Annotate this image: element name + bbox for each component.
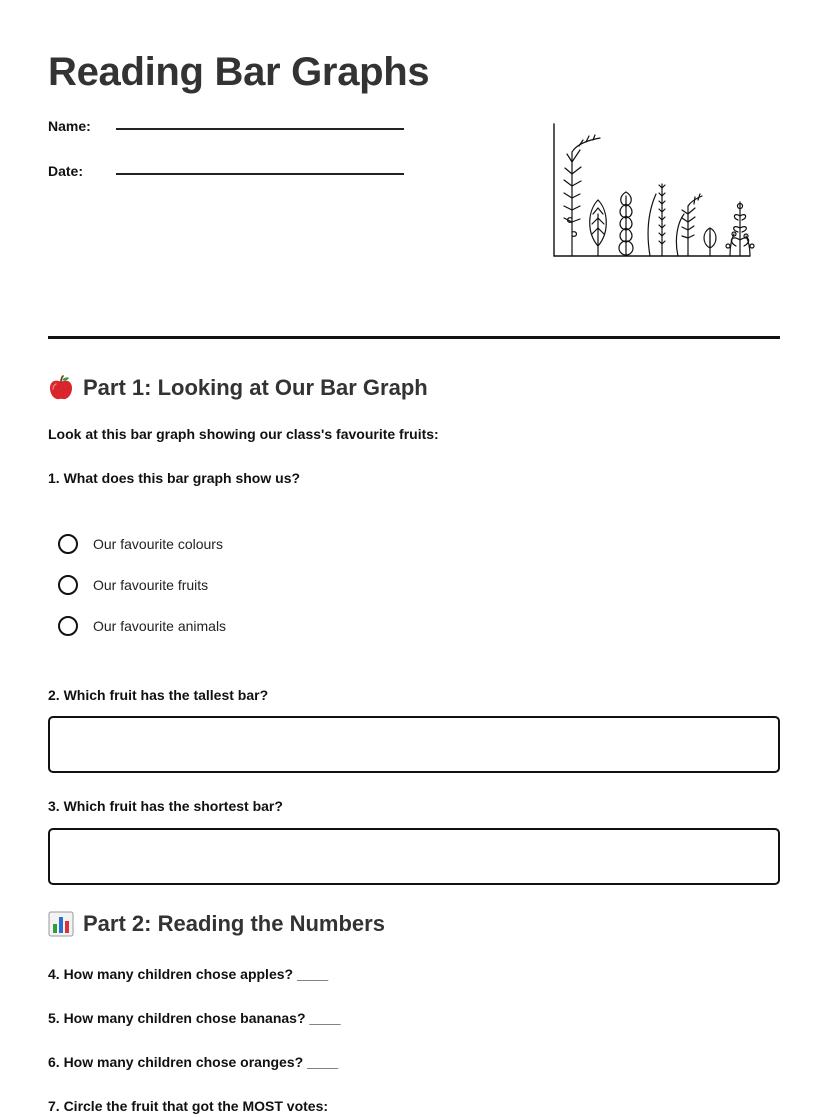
- part1-intro: Look at this bar graph showing our class's favourite fruits:: [48, 426, 439, 442]
- part2-heading-text: Part 2: Reading the Numbers: [83, 911, 385, 936]
- section-divider: [48, 336, 780, 339]
- name-line[interactable]: [116, 128, 404, 130]
- name-label: Name:: [48, 118, 91, 134]
- question-4: 4. How many children chose apples? ____: [48, 966, 329, 982]
- date-label: Date:: [48, 163, 84, 179]
- answer-box-question-2[interactable]: [48, 716, 780, 773]
- option-label: Our favourite fruits: [93, 577, 209, 593]
- date-line[interactable]: [116, 173, 404, 175]
- plants-illustration: [552, 122, 758, 260]
- radio-button[interactable]: [58, 534, 78, 554]
- answer-box-question-3[interactable]: [48, 828, 780, 885]
- question-3: 3. Which fruit has the shortest bar?: [48, 798, 283, 814]
- question-1: 1. What does this bar graph show us?: [48, 470, 301, 486]
- option-colours[interactable]: [58, 532, 223, 556]
- part1-heading: [48, 374, 428, 402]
- part1-heading-text: Part 1: Looking at Our Bar Graph: [83, 375, 428, 400]
- question-6: 6. How many children chose oranges? ____: [48, 1054, 339, 1070]
- option-animals[interactable]: [58, 614, 226, 638]
- part2-heading: [48, 910, 385, 938]
- question-5: 5. How many children chose bananas? ____: [48, 1010, 341, 1026]
- page-title: Reading Bar Graphs: [48, 50, 430, 94]
- question-2: 2. Which fruit has the tallest bar?: [48, 687, 269, 703]
- option-label: Our favourite animals: [93, 618, 227, 634]
- option-fruits[interactable]: [58, 573, 208, 597]
- bar-chart-icon: [48, 911, 74, 937]
- radio-button[interactable]: [58, 616, 78, 636]
- radio-button[interactable]: [58, 575, 78, 595]
- option-label: Our favourite colours: [93, 536, 223, 552]
- worksheet-page: [48, 0, 780, 1118]
- question-7: 7. Circle the fruit that got the MOST votes:: [48, 1098, 329, 1114]
- apple-icon: [48, 375, 74, 401]
